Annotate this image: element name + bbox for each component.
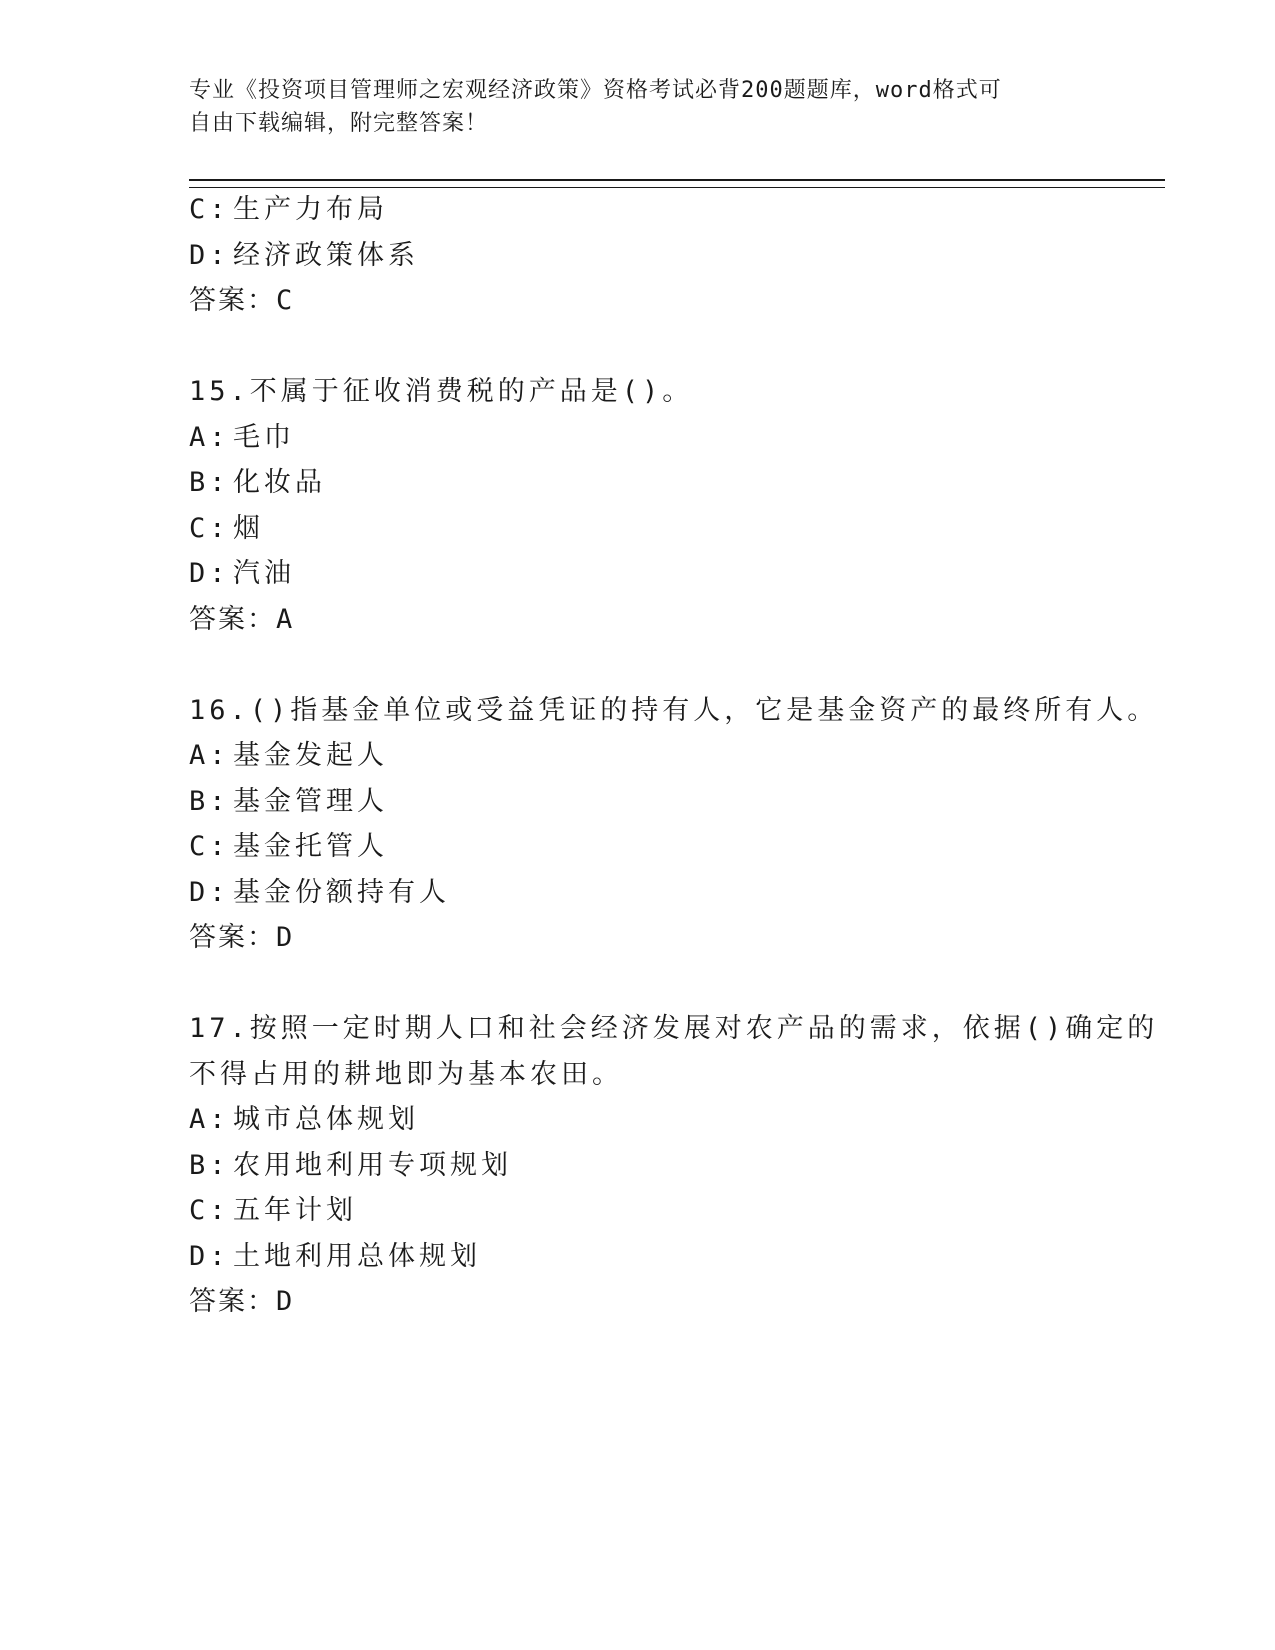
option-line [189,733,1089,779]
question-16 [189,688,1159,961]
question-stem: 16.()指基金单位或受益凭证的持有人，它是基金资产的最终所有人。 [189,694,1159,726]
option-letter: C: [189,194,230,225]
question-stem: 17.按照一定时期人口和社会经济发展对农产品的需求，依据()确定的 [189,1013,1159,1044]
option-letter: D: [189,876,230,908]
option-line [189,187,1089,233]
page-header [189,74,1089,140]
spacer [189,642,1089,688]
option-text: 经济政策体系 [233,239,419,271]
option-letter: A: [189,421,230,453]
option-line [189,824,1089,870]
option-text: 基金份额持有人 [233,876,450,908]
answer-line: 答案：C [189,285,295,316]
option-line [189,870,1089,916]
question-17 [189,1006,1159,1325]
option-text: 汽油 [233,558,295,589]
answer-line: 答案：D [189,1286,295,1317]
option-letter: C: [189,512,230,544]
option-text: 生产力布局 [233,194,388,225]
answer-line: 答案：A [189,603,295,635]
option-text: 基金托管人 [233,831,388,862]
option-line [189,551,1089,597]
option-letter: B: [189,467,230,498]
option-text: 烟 [233,512,264,544]
option-line [189,1097,1089,1143]
option-line [189,506,1089,552]
option-text: 化妆品 [233,467,326,498]
option-line [189,460,1089,506]
option-text: 土地利用总体规划 [233,1240,481,1272]
option-letter: A: [189,740,230,771]
option-text: 农用地利用专项规划 [233,1149,512,1181]
question-15 [189,369,1089,642]
option-letter: D: [189,558,230,589]
answer-line: 答案：D [189,922,295,953]
option-text: 城市总体规划 [233,1104,419,1135]
option-text: 基金管理人 [233,785,388,817]
continued-question [189,187,1089,324]
option-line [189,233,1089,279]
option-line [189,1143,1089,1189]
header-line-2: 自由下载编辑，附完整答案！ [189,111,489,136]
option-line [189,1234,1089,1280]
header-line-1: 专业《投资项目管理师之宏观经济政策》资格考试必背200题题库，word格式可 [189,78,1002,103]
option-letter: B: [189,1149,230,1181]
spacer [189,961,1089,1007]
option-line [189,415,1089,461]
option-letter: D: [189,239,230,271]
spacer [189,324,1089,370]
option-line [189,779,1089,825]
option-letter: D: [189,1240,230,1272]
option-line [189,1188,1089,1234]
option-letter: C: [189,831,230,862]
option-text: 毛巾 [233,421,295,453]
option-text: 五年计划 [233,1195,357,1226]
option-text: 基金发起人 [233,740,388,771]
option-letter: C: [189,1195,230,1226]
question-stem-continued: 不得占用的耕地即为基本农田。 [189,1058,623,1090]
question-list [189,187,1159,1325]
option-letter: A: [189,1104,230,1135]
option-letter: B: [189,785,230,817]
question-stem: 15.不属于征收消费税的产品是()。 [189,376,694,407]
